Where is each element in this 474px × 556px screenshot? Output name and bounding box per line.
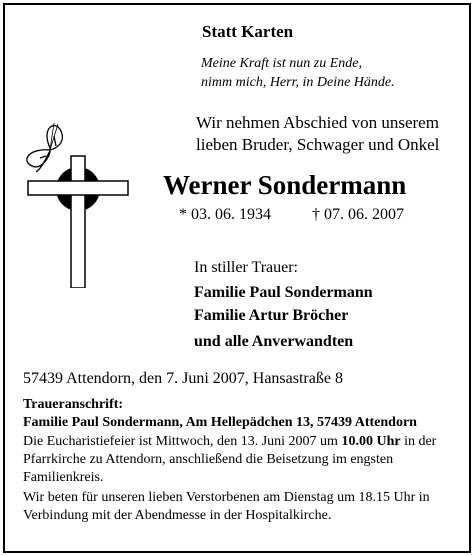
prayer-paragraph: Wir beten für unseren lieben Verstorbenen am Dienstag um 18.15 Uhr in Verbindung mit der Abendmesse in der Hospitalkirche. xyxy=(23,490,430,523)
place-date: 57439 Attendorn, den 7. Juni 2007, Hansastraße 8 xyxy=(23,370,343,387)
quote-line-1: Meine Kraft ist nun zu Ende, xyxy=(201,56,362,71)
mourning-intro: In stiller Trauer: xyxy=(194,259,298,276)
family-line-3: und alle Anverwandten xyxy=(194,333,354,350)
butterfly-icon xyxy=(27,123,63,172)
address-title: Traueranschrift: xyxy=(23,397,124,412)
intro-line-2: lieben Bruder, Schwager und Onkel xyxy=(196,135,440,154)
family-line-1: Familie Paul Sondermann xyxy=(194,284,373,301)
mourning-address: Familie Paul Sondermann, Am Hellepädchen 13, 57439 Attendorn xyxy=(23,415,417,430)
family-line-2: Familie Artur Bröcher xyxy=(194,307,349,324)
cross-icon xyxy=(10,118,130,288)
service-text-before: Die Eucharistiefeier ist Mittwoch, den 13. Juni 2007 um xyxy=(23,434,342,449)
birth-date: * 03. 06. 1934 xyxy=(179,206,271,223)
service-time: 10.00 Uhr xyxy=(341,434,401,449)
notice-heading: Statt Karten xyxy=(202,22,294,41)
quote-line-2: nimm mich, Herr, in Deine Hände. xyxy=(201,75,395,90)
cross-with-butterfly xyxy=(10,118,130,288)
service-text-after: in der Pfarrkirche zu Attendorn, anschließend die Beisetzung im engsten Familienkreis. xyxy=(23,434,437,485)
death-date: † 07. 06. 2007 xyxy=(312,206,404,223)
intro-line-1: Wir nehmen Abschied von unserem xyxy=(196,113,439,132)
service-paragraph xyxy=(23,433,453,487)
deceased-name: Werner Sondermann xyxy=(163,170,407,200)
